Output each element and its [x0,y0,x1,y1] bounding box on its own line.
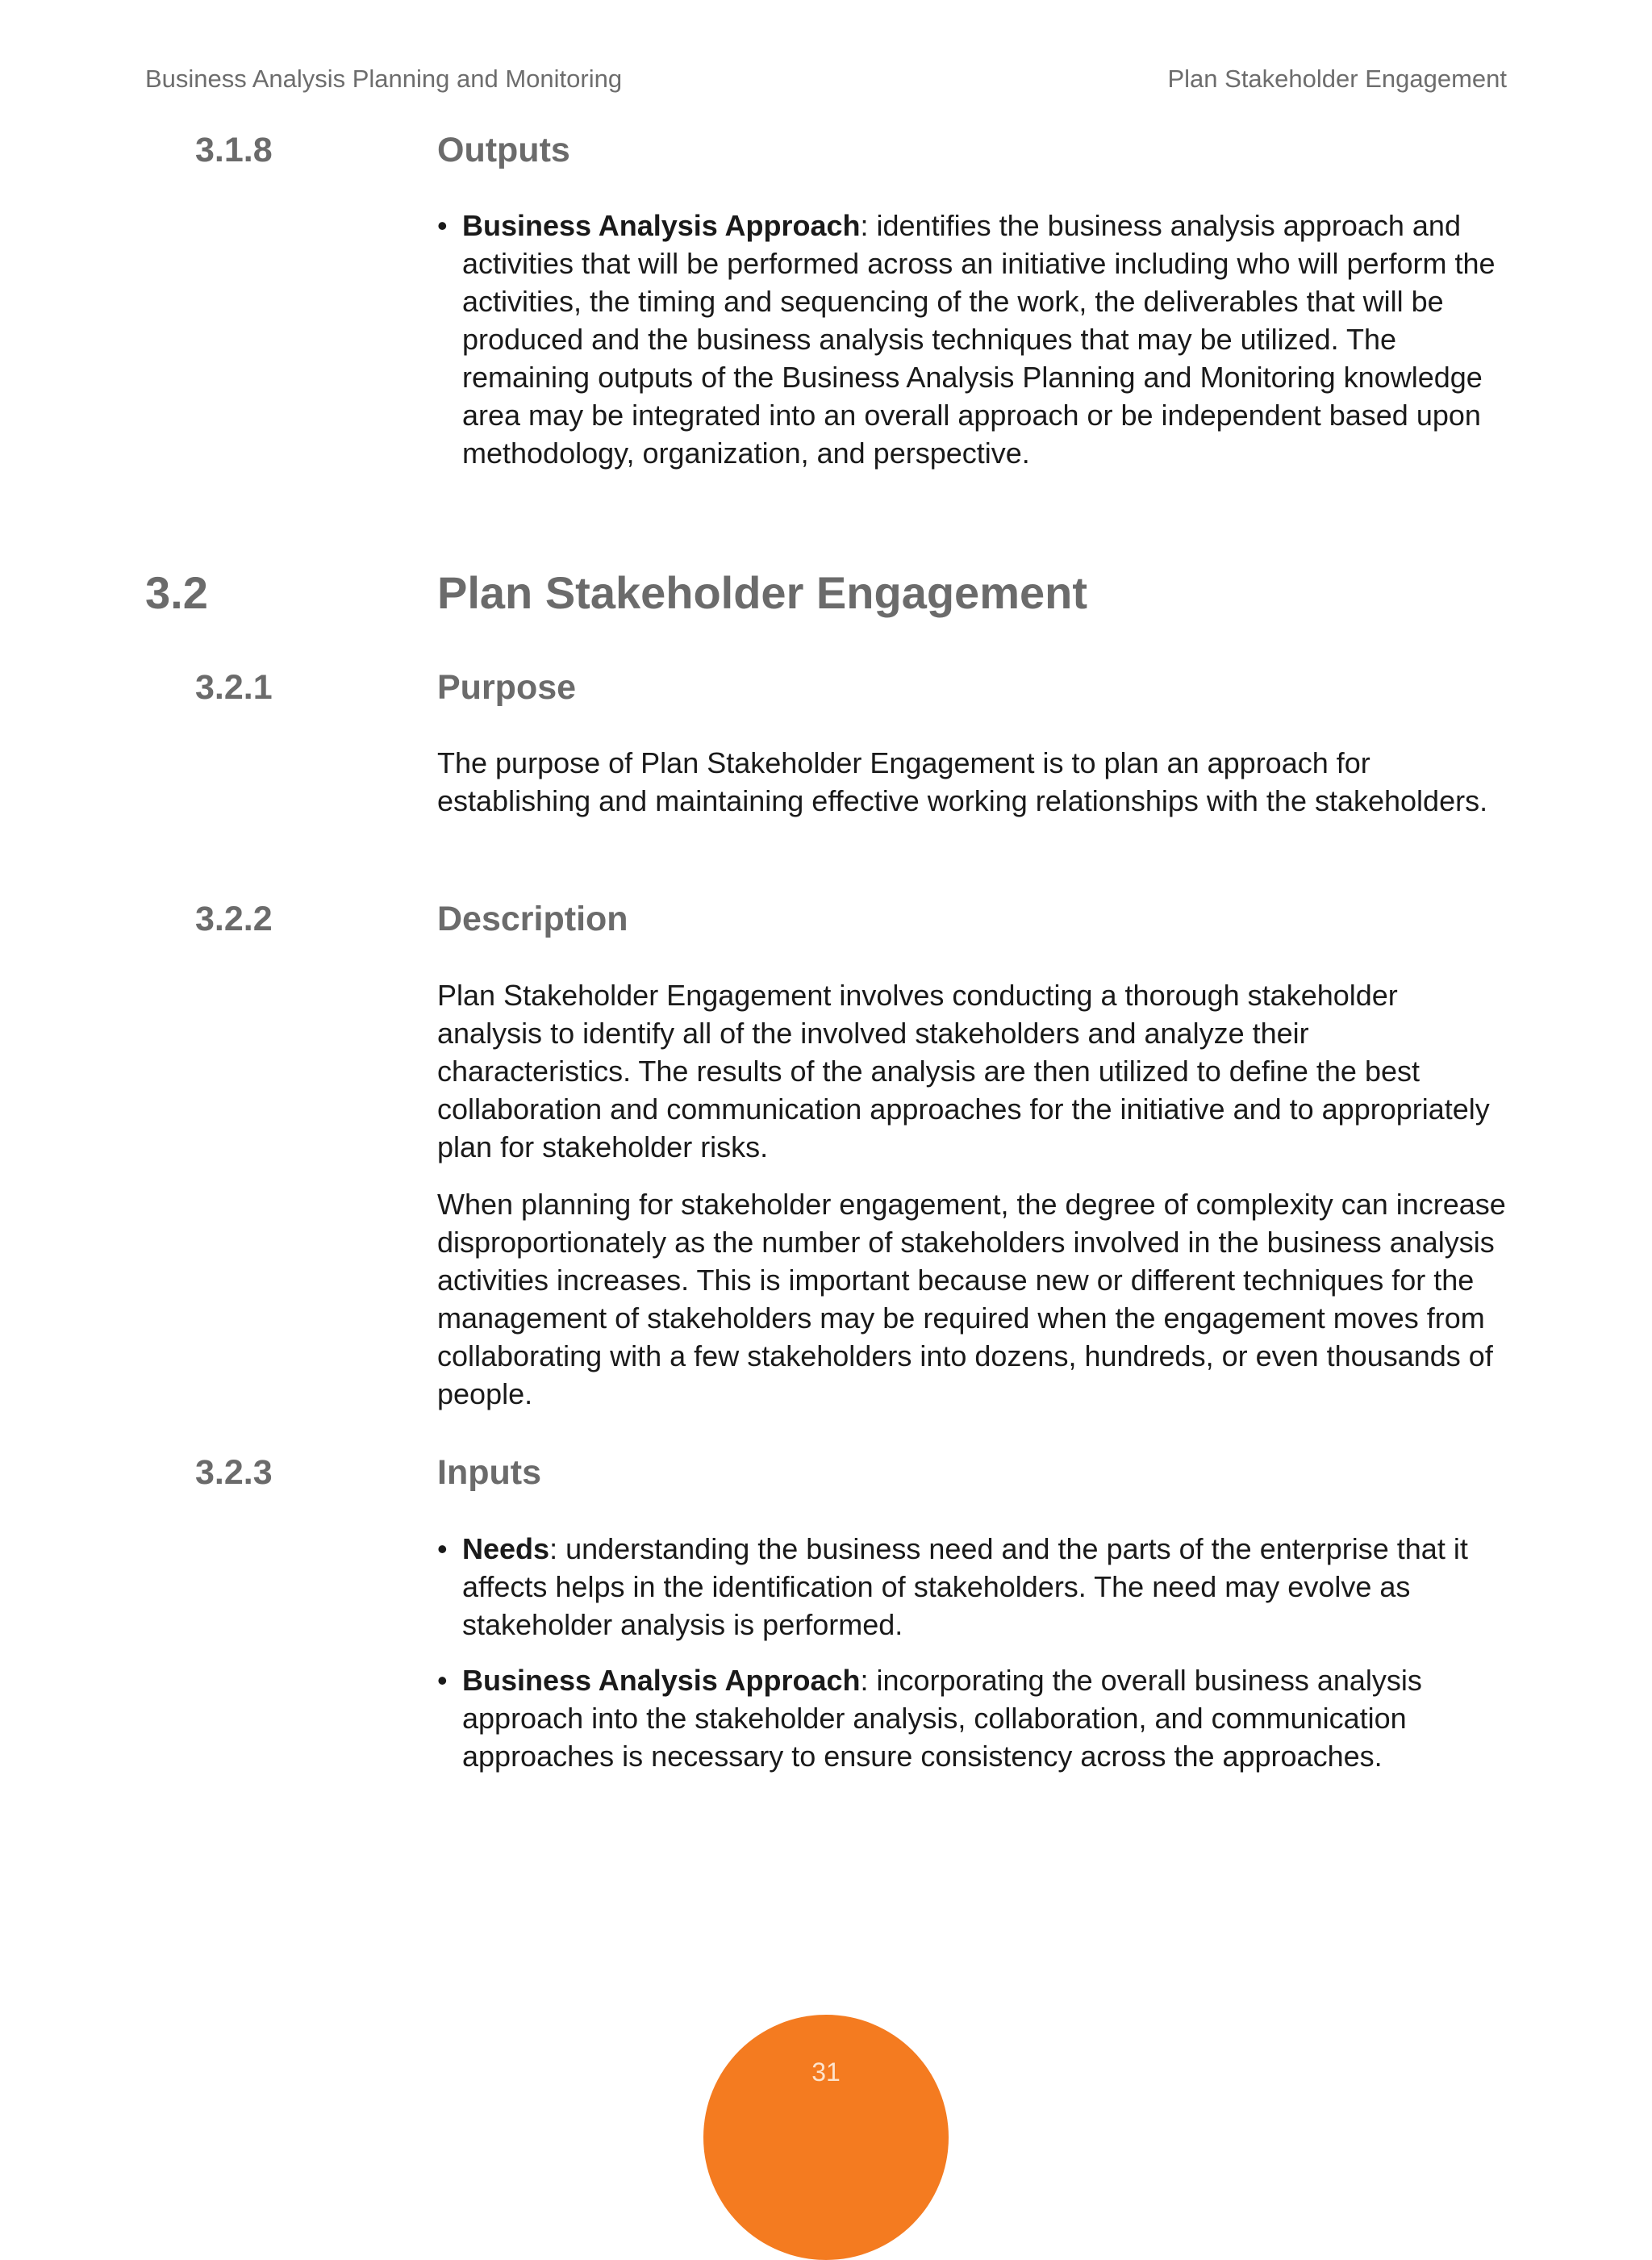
bullet-icon: • [437,1532,448,1565]
paragraph: Plan Stakeholder Engagement involves conducting a thorough stakeholder analysis to identify all of the involved stakeholders and analyze their characteristics. The results of the analysis are then utilized to define the best collaboration and communication approaches for the initiative and to appropriately plan for stakeholder risks. [437,979,1490,1163]
running-header [145,65,1507,100]
bullet-icon: • [437,1664,448,1697]
chapter-title: Plan Stakeholder Engagement [437,567,1087,618]
list-item [437,1661,1510,1775]
section-heading-description: Description [437,900,628,938]
chapter-number: 3.2 [145,567,208,618]
section-number-outputs: 3.1.8 [195,131,273,169]
list-item-term: Business Analysis Approach [462,209,861,242]
header-chapter-title: Business Analysis Planning and Monitoring [145,65,623,93]
paragraph: The purpose of Plan Stakeholder Engagement is to plan an approach for establishing and maintaining effective working relationships with the stakeholders. [437,746,1488,817]
outputs-list [437,207,1510,490]
section-number-purpose: 3.2.1 [195,668,273,707]
purpose-body [437,744,1510,839]
inputs-list [437,1530,1510,1793]
list-item [437,1530,1510,1644]
section-number-description: 3.2.2 [195,900,273,938]
list-item-text: : understanding the business need and the parts of the enterprise that it affects helps in the identification of stakeholders. The need may evolve as stakeholder analysis is performed. [462,1532,1468,1641]
list-item [437,207,1510,472]
list-item-term: Business Analysis Approach [462,1664,861,1697]
section-heading-purpose: Purpose [437,668,577,707]
section-heading-inputs: Inputs [437,1453,541,1492]
list-item-text: : identifies the business analysis approach and activities that will be performed across an initiative including who will perform the activities, the timing and sequencing of the work, the deliverables that will be produced and the business analysis techniques that may be utilized. The remaining outputs of the Business Analysis Planning and Monitoring knowledge area may be integrated into an overall approach or be independent based upon methodology, organization, and perspective. [462,209,1496,470]
bullet-icon: • [437,209,448,242]
paragraph: When planning for stakeholder engagement, the degree of complexity can increase disproportionately as the number of stakeholders involved in the business analysis activities increases. This is important because new or different techniques for the management of stakeholders may be required when the engagement moves from collaborating with a few stakeholders into dozens, hundreds, or even thousands of people. [437,1188,1506,1410]
section-number-inputs: 3.2.3 [195,1453,273,1492]
list-item-text: : incorporating the overall business analysis approach into the stakeholder analysis, collaboration, and communication approaches is necessary to ensure consistency across the approaches. [462,1664,1422,1773]
description-body [437,976,1510,1432]
list-item-term: Needs [462,1532,550,1565]
page-number: 31 [811,2057,841,2087]
header-section-title: Plan Stakeholder Engagement [1167,65,1507,93]
page-number-tab [703,2015,949,2260]
section-heading-outputs: Outputs [437,131,570,169]
